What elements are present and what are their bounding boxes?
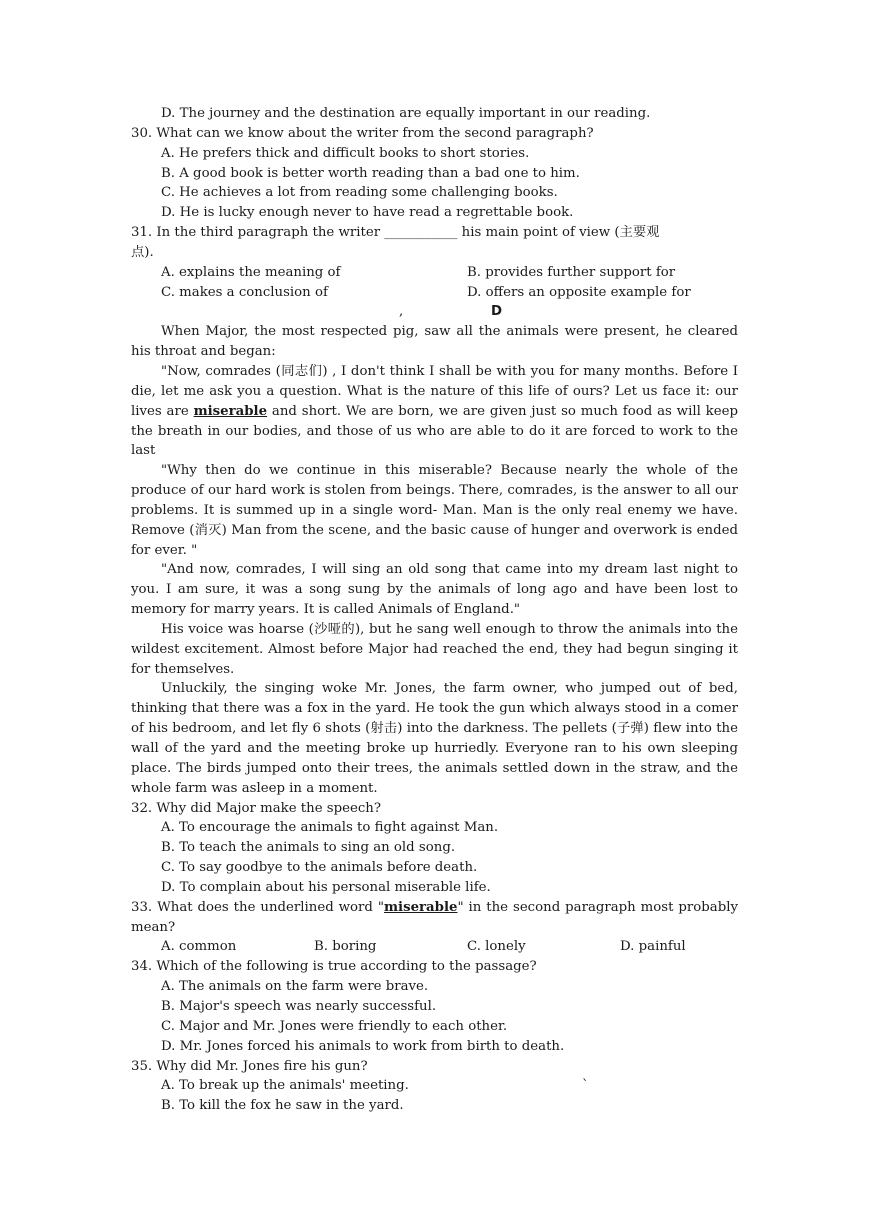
q33-stem-end: " in the second paragraph most probably mean? [131,899,738,935]
q33-underlined-word: miserable [383,899,458,915]
underlined-word: miserable [193,403,268,419]
section-letter: D [491,304,503,320]
q31-stem-line1: 31. In the third paragraph the writer ___________ his main point of view (主要观 [131,225,660,241]
q33-options [131,937,738,957]
q32-option-b: B. To teach the animals to sing an old song. [161,840,456,856]
paragraph-2-text-end: and short. We are born, we are given just so much food as will keep the breath in our bodies, and those of us who are able to do it are forced to work to the last [131,403,738,459]
q33-option-a: A. common [161,939,237,955]
q33-stem-start: 33. What does the underlined word " [131,899,384,915]
paragraph-2-text-start: "Now, comrades (同志们) , I don't think I shall be with you for many months. Before I die, let me ask you a question. What is the nature of this life of ours? Let us face it: our lives are [131,363,738,419]
q32-option-a: A. To encourage the animals to fight against Man. [161,820,499,836]
q33-option-d: D. painful [620,939,686,955]
q34-option-a: A. The animals on the farm were brave. [161,979,429,995]
q35-stem: 35. Why did Mr. Jones fire his gun? [131,1058,368,1074]
q29-option-d: D. The journey and the destination are equally important in our reading. [161,106,651,121]
q35-option-a-row [131,1076,738,1096]
section-marker-row [131,302,738,322]
q31-option-a: A. explains the meaning of [161,264,341,280]
q33-stem [131,898,738,938]
worksheet-page [131,104,738,1116]
q33-option-c: C. lonely [467,939,526,955]
q30-option-a: A. He prefers thick and difficult books to short stories. [161,145,530,161]
passage-paragraph-3: "Why then do we continue in this miserable? Because nearly the whole of the produce of our hard work is stolen from beings. There, comrades, is the answer to all our problems. It is summed up in a single word- Man. Man is the only real enemy we have. Remove (消灭) Man from the scene, and the basic cause of hunger and overwork is ended for ever. " [131,463,738,558]
stray-mark: ` [582,1078,589,1094]
passage-paragraph-2 [131,362,738,461]
q32-option-c: C. To say goodbye to the animals before death. [161,860,478,876]
stray-comma: , [399,304,404,320]
q34-option-b: B. Major's speech was nearly successful. [161,998,437,1014]
q31-option-d: D. offers an opposite example for [467,284,691,300]
q32-option-d: D. To complain about his personal miserable life. [161,879,491,895]
q35-option-a: A. To break up the animals' meeting. [161,1078,409,1094]
passage-paragraph-4: "And now, comrades, I will sing an old song that came into my dream last night to you. I am sure, it was a song sung by the animals of long ago and have been lost to memory for marry years. It is called Animals of England." [131,562,738,618]
q30-stem: 30. What can we know about the writer from the second paragraph? [131,125,594,141]
q31-option-c: C. makes a conclusion of [161,284,328,300]
q31-options [131,263,738,303]
q31-stem-line2: 点). [131,244,154,260]
q30-option-b: B. A good book is better worth reading than a bad one to him. [161,165,580,181]
q34-stem: 34. Which of the following is true according to the passage? [131,959,537,975]
q32-stem: 32. Why did Major make the speech? [131,800,382,816]
q33-option-b: B. boring [314,939,377,955]
q34-option-d: D. Mr. Jones forced his animals to work from birth to death. [161,1038,565,1054]
passage-paragraph-1: When Major, the most respected pig, saw all the animals were present, he cleared his throat and began: [131,324,738,360]
passage-paragraph-5: His voice was hoarse (沙哑的), but he sang well enough to throw the animals into the wildest excitement. Almost before Major had reached the end, they had begun singing it for themselves. [131,621,738,677]
q30-option-d: D. He is lucky enough never to have read a regrettable book. [161,205,574,221]
q35-option-b: B. To kill the fox he saw in the yard. [161,1098,404,1114]
passage-paragraph-6: Unluckily, the singing woke Mr. Jones, the farm owner, who jumped out of bed, thinking that there was a fox in the yard. He took the gun which always stood in a comer of his bedroom, and let fly 6 shots (射击) into the darkness. The pellets (子弹) flew into the wall of the yard and the meeting broke up hurriedly. Everyone ran to his own sleeping place. The birds jumped onto their trees, the animals settled down in the straw, and the whole farm was asleep in a moment. [131,681,738,796]
q30-option-c: C. He achieves a lot from reading some challenging books. [161,185,558,201]
q34-option-c: C. Major and Mr. Jones were friendly to each other. [161,1018,508,1034]
q31-option-b: B. provides further support for [467,264,676,280]
